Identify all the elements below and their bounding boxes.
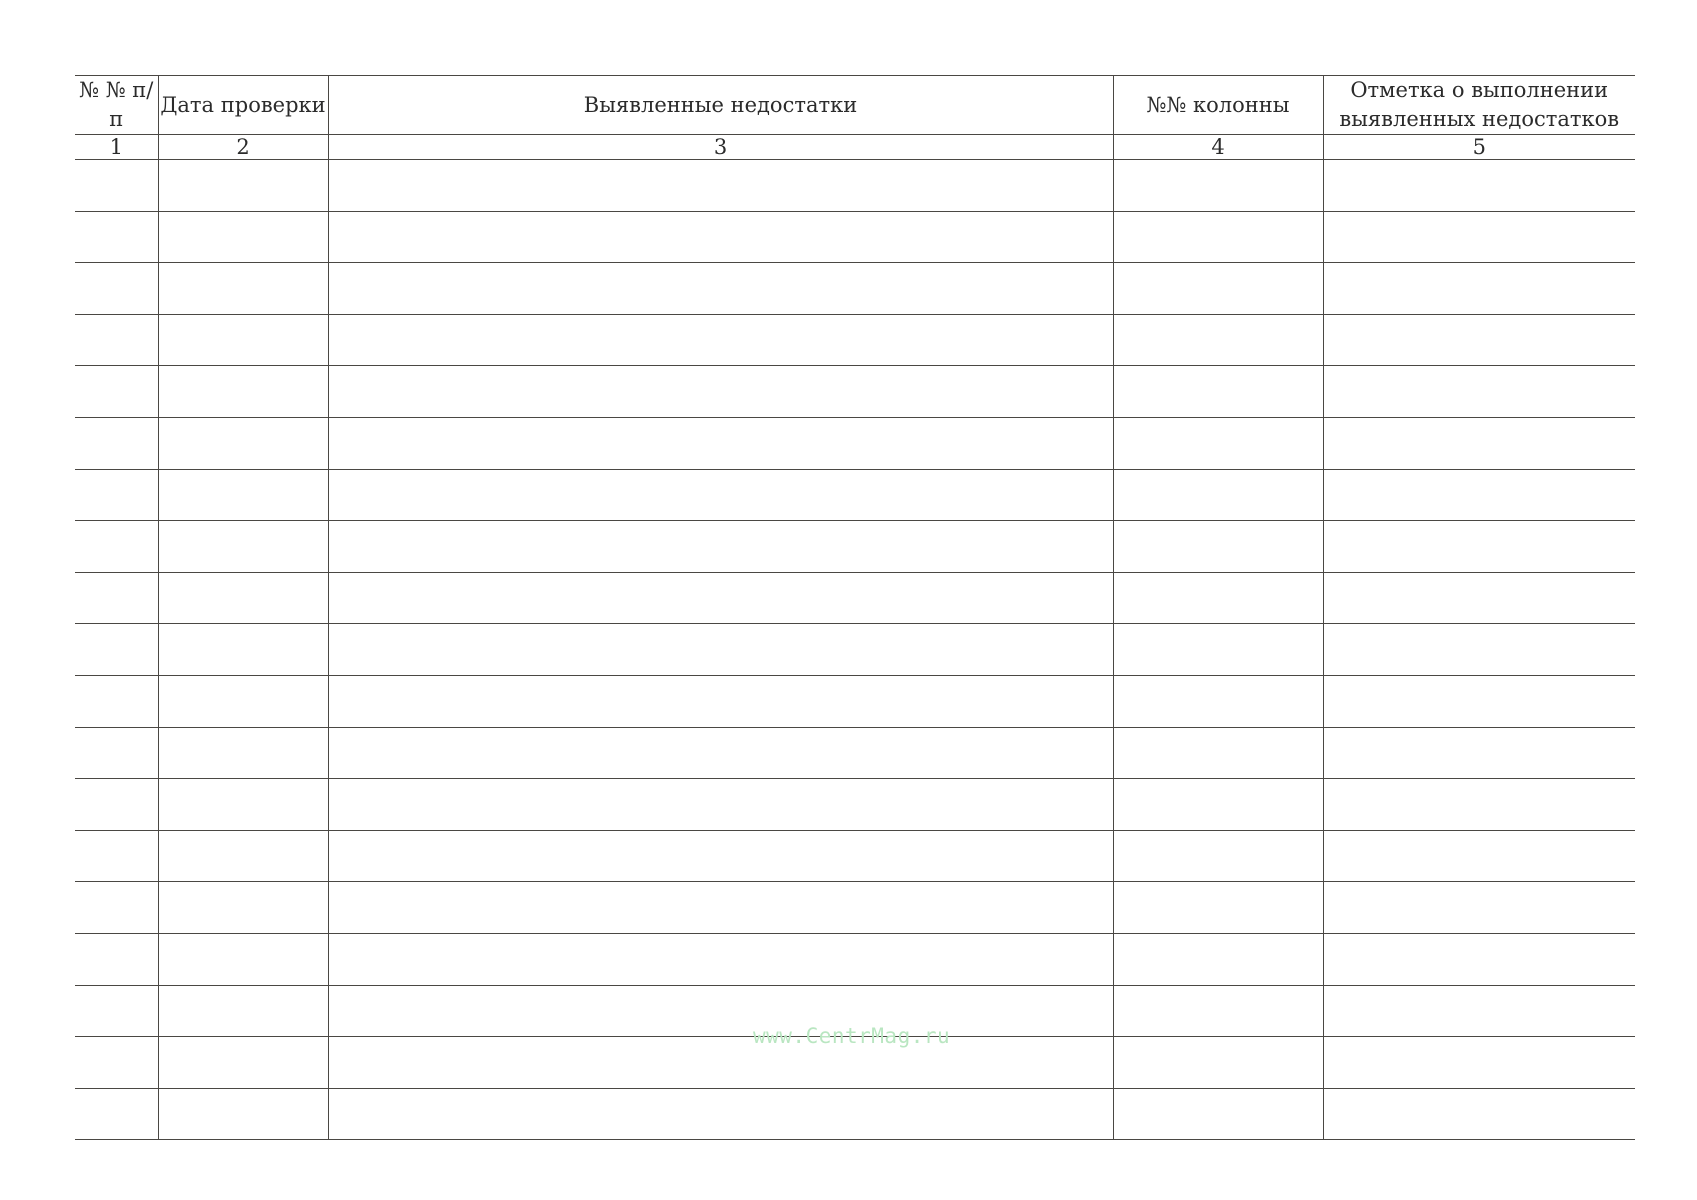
watermark: www.CentrMag.ru <box>753 1024 951 1048</box>
deficiency-cell <box>328 882 1113 934</box>
column-number-cell <box>1113 985 1323 1037</box>
table-row <box>75 830 1635 882</box>
check-date-cell <box>158 779 328 831</box>
column-number-cell <box>1113 469 1323 521</box>
column-number-cell <box>1113 1088 1323 1140</box>
column-number-cell <box>1113 417 1323 469</box>
deficiency-cell <box>328 521 1113 573</box>
check-date-cell <box>158 469 328 521</box>
completion-mark-cell <box>1323 160 1635 212</box>
row-number-cell <box>75 572 158 624</box>
deficiency-cell <box>328 572 1113 624</box>
check-date-cell <box>158 624 328 676</box>
check-date-cell <box>158 572 328 624</box>
completion-mark-cell <box>1323 985 1635 1037</box>
check-date-cell <box>158 830 328 882</box>
deficiency-cell <box>328 211 1113 263</box>
completion-mark-cell <box>1323 314 1635 366</box>
completion-mark-cell <box>1323 624 1635 676</box>
row-number-cell <box>75 727 158 779</box>
row-number-cell <box>75 779 158 831</box>
completion-mark-cell <box>1323 572 1635 624</box>
header-completion-mark: Отметка о выполнении выявленных недостатков <box>1323 76 1635 135</box>
deficiency-cell <box>328 675 1113 727</box>
table-row <box>75 263 1635 315</box>
column-number-cell <box>1113 572 1323 624</box>
row-number-cell <box>75 417 158 469</box>
header-check-date: Дата проверки <box>158 76 328 135</box>
column-index-1: 1 <box>75 135 158 160</box>
column-number-row <box>75 135 1635 160</box>
column-index-4: 4 <box>1113 135 1323 160</box>
table-row <box>75 572 1635 624</box>
deficiency-cell <box>328 469 1113 521</box>
column-number-cell <box>1113 830 1323 882</box>
check-date-cell <box>158 160 328 212</box>
table-body <box>75 160 1635 1140</box>
column-number-cell <box>1113 624 1323 676</box>
check-date-cell <box>158 882 328 934</box>
column-number-cell <box>1113 521 1323 573</box>
row-number-cell <box>75 211 158 263</box>
completion-mark-cell <box>1323 933 1635 985</box>
column-index-5: 5 <box>1323 135 1635 160</box>
deficiency-cell <box>328 366 1113 418</box>
deficiency-cell <box>328 624 1113 676</box>
column-number-cell <box>1113 211 1323 263</box>
column-index-3: 3 <box>328 135 1113 160</box>
row-number-cell <box>75 1037 158 1089</box>
row-number-cell <box>75 933 158 985</box>
completion-mark-cell <box>1323 882 1635 934</box>
header-column-number: №№ колонны <box>1113 76 1323 135</box>
deficiency-cell <box>328 263 1113 315</box>
header-row <box>75 76 1635 135</box>
row-number-cell <box>75 521 158 573</box>
column-number-cell <box>1113 160 1323 212</box>
table-row <box>75 417 1635 469</box>
table-row <box>75 160 1635 212</box>
table-row <box>75 211 1635 263</box>
check-date-cell <box>158 521 328 573</box>
row-number-cell <box>75 830 158 882</box>
check-date-cell <box>158 314 328 366</box>
table-row <box>75 624 1635 676</box>
column-number-cell <box>1113 366 1323 418</box>
completion-mark-cell <box>1323 263 1635 315</box>
deficiency-cell <box>328 1037 1113 1089</box>
table-row <box>75 727 1635 779</box>
deficiency-cell <box>328 933 1113 985</box>
completion-mark-cell <box>1323 469 1635 521</box>
check-date-cell <box>158 263 328 315</box>
completion-mark-cell <box>1323 675 1635 727</box>
deficiency-cell <box>328 727 1113 779</box>
column-number-cell <box>1113 1037 1323 1089</box>
completion-mark-cell <box>1323 830 1635 882</box>
check-date-cell <box>158 727 328 779</box>
row-number-cell <box>75 263 158 315</box>
completion-mark-cell <box>1323 521 1635 573</box>
deficiency-cell <box>328 160 1113 212</box>
column-number-cell <box>1113 675 1323 727</box>
column-number-cell <box>1113 263 1323 315</box>
completion-mark-cell <box>1323 779 1635 831</box>
table-row <box>75 469 1635 521</box>
header-number: № № п/п <box>75 76 158 135</box>
completion-mark-cell <box>1323 417 1635 469</box>
column-number-cell <box>1113 933 1323 985</box>
table-row <box>75 779 1635 831</box>
deficiency-cell <box>328 779 1113 831</box>
deficiency-cell <box>328 985 1113 1037</box>
column-number-cell <box>1113 314 1323 366</box>
check-date-cell <box>158 1088 328 1140</box>
table-row <box>75 1088 1635 1140</box>
check-date-cell <box>158 1037 328 1089</box>
row-number-cell <box>75 160 158 212</box>
journal-form <box>75 75 1635 1140</box>
column-number-cell <box>1113 779 1323 831</box>
row-number-cell <box>75 314 158 366</box>
completion-mark-cell <box>1323 727 1635 779</box>
check-date-cell <box>158 417 328 469</box>
deficiency-cell <box>328 830 1113 882</box>
column-index-2: 2 <box>158 135 328 160</box>
deficiency-cell <box>328 417 1113 469</box>
row-number-cell <box>75 985 158 1037</box>
completion-mark-cell <box>1323 1037 1635 1089</box>
inspection-table <box>75 75 1635 1140</box>
table-row <box>75 933 1635 985</box>
completion-mark-cell <box>1323 366 1635 418</box>
row-number-cell <box>75 882 158 934</box>
row-number-cell <box>75 624 158 676</box>
row-number-cell <box>75 675 158 727</box>
table-row <box>75 675 1635 727</box>
check-date-cell <box>158 933 328 985</box>
row-number-cell <box>75 469 158 521</box>
table-row <box>75 366 1635 418</box>
row-number-cell <box>75 1088 158 1140</box>
check-date-cell <box>158 675 328 727</box>
deficiency-cell <box>328 1088 1113 1140</box>
table-row <box>75 314 1635 366</box>
check-date-cell <box>158 985 328 1037</box>
column-number-cell <box>1113 882 1323 934</box>
completion-mark-cell <box>1323 1088 1635 1140</box>
check-date-cell <box>158 366 328 418</box>
table-row <box>75 882 1635 934</box>
row-number-cell <box>75 366 158 418</box>
header-deficiencies: Выявленные недостатки <box>328 76 1113 135</box>
table-row <box>75 521 1635 573</box>
deficiency-cell <box>328 314 1113 366</box>
check-date-cell <box>158 211 328 263</box>
column-number-cell <box>1113 727 1323 779</box>
completion-mark-cell <box>1323 211 1635 263</box>
